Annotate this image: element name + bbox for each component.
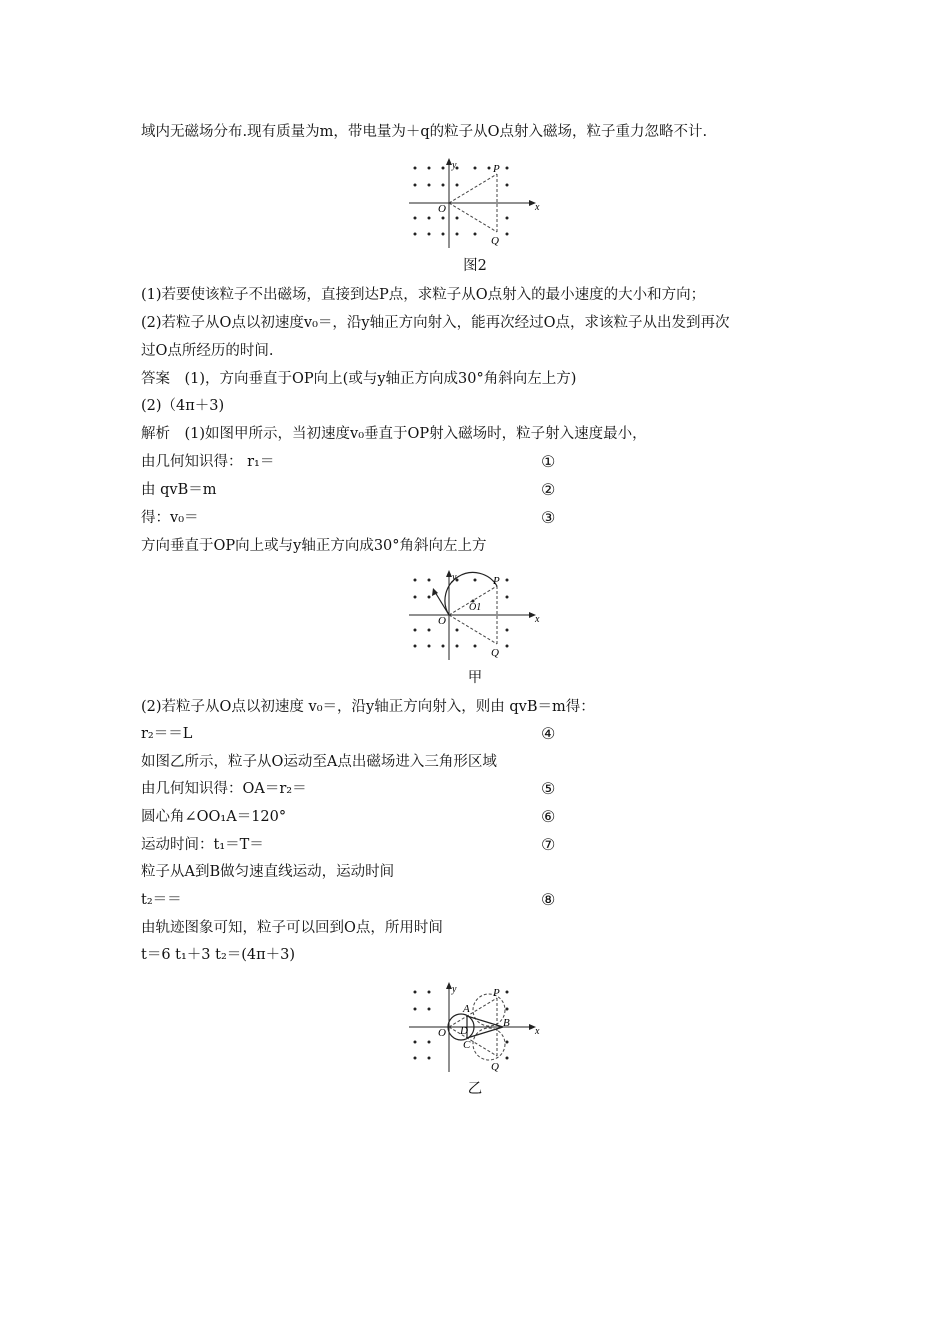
svg-text:y: y: [452, 572, 457, 583]
svg-text:P: P: [493, 987, 500, 999]
figure-2: [405, 158, 545, 254]
svg-text:Q: Q: [491, 1061, 499, 1073]
question-2-cont: 过O点所经历的时间.: [141, 343, 274, 359]
eq-line-3: 得：v₀＝: [141, 510, 199, 526]
eq-number-7: ⑦: [541, 835, 556, 854]
svg-text:Q: Q: [491, 647, 499, 659]
svg-text:O1: O1: [469, 602, 482, 613]
eq-line-8: t₂＝＝: [141, 892, 182, 908]
analysis-intro: 解析 (1)如图甲所示，当初速度v₀垂直于OP射入磁场时，粒子射入速度最小，: [141, 426, 647, 442]
svg-text:B: B: [503, 1017, 510, 1029]
svg-text:x: x: [535, 202, 540, 213]
svg-text:O: O: [438, 203, 446, 215]
svg-text:O: O: [438, 615, 446, 627]
caption-yi: 乙: [467, 1081, 483, 1097]
eq-line-6: 圆心角∠OO₁A＝120°: [141, 809, 287, 825]
answer-1: 答案 (1)，方向垂直于OP向上(或与y轴正方向成30°角斜向左上方): [141, 371, 577, 387]
svg-text:P: P: [493, 575, 500, 587]
total-time-line: t＝6 t₁＋3 t₂＝(4π＋3): [141, 947, 296, 963]
figure-yi: [405, 982, 545, 1078]
question-2: (2)若粒子从O点以初速度v₀＝，沿y轴正方向射入，能再次经过O点，求该粒子从出发到再次: [141, 315, 730, 331]
eq-line-7: 运动时间：t₁＝T＝: [141, 837, 264, 853]
eq-number-3: ③: [541, 508, 556, 527]
svg-text:Q: Q: [491, 235, 499, 247]
answer-2: (2)（4π＋3): [141, 398, 225, 414]
caption-jia: 甲: [467, 670, 483, 686]
caption-fig2: 图2: [463, 258, 487, 274]
direction-line: 方向垂直于OP向上或与y轴正方向成30°角斜向左上方: [141, 538, 487, 554]
eq-number-6: ⑥: [541, 807, 556, 826]
eq-line-2: 由 qvB＝m: [141, 482, 217, 498]
question-1: (1)若要使该粒子不出磁场，直接到达P点，求粒子从O点射入的最小速度的大小和方向；: [141, 287, 706, 303]
svg-text:D: D: [460, 1025, 468, 1037]
svg-text:x: x: [535, 1026, 540, 1037]
eq-line-4: r₂＝＝L: [141, 726, 193, 742]
eq-line-1: 由几何知识得： r₁＝: [141, 454, 275, 470]
svg-text:y: y: [452, 984, 457, 995]
eq-number-1: ①: [541, 452, 556, 471]
motion-line: 如图乙所示，粒子从O运动至A点出磁场进入三角形区域: [141, 754, 497, 770]
eq-number-5: ⑤: [541, 779, 556, 798]
svg-text:P: P: [493, 163, 500, 175]
eq-number-8: ⑧: [541, 890, 556, 909]
svg-text:O: O: [438, 1027, 446, 1039]
part2-line: (2)若粒子从O点以初速度 v₀＝，沿y轴正方向射入，则由 qvB＝m得：: [141, 699, 595, 715]
eq-line-5: 由几何知识得：OA＝r₂＝: [141, 781, 307, 797]
svg-text:x: x: [535, 614, 540, 625]
problem-line-1: 域内无磁场分布.现有质量为m，带电量为＋q的粒子从O点射入磁场，粒子重力忽略不计.: [141, 124, 708, 140]
ab-motion-line: 粒子从A到B做匀速直线运动，运动时间: [141, 864, 395, 880]
eq-number-4: ④: [541, 724, 556, 743]
svg-text:y: y: [452, 160, 457, 171]
svg-text:A: A: [463, 1003, 470, 1015]
svg-text:C: C: [463, 1039, 471, 1051]
eq-number-2: ②: [541, 480, 556, 499]
figure-jia: [405, 570, 545, 666]
trajectory-conclusion: 由轨迹图象可知，粒子可以回到O点，所用时间: [141, 920, 443, 936]
magnetic-field-dots: [414, 167, 509, 236]
